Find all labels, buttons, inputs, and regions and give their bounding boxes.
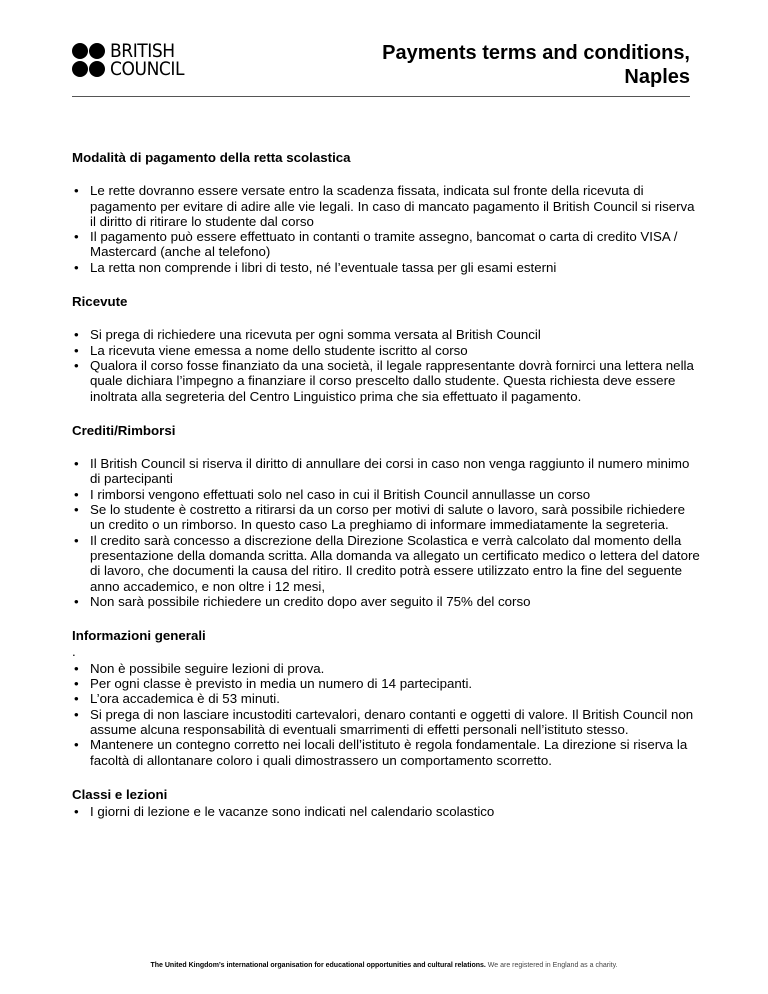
list-item: • La retta non comprende i libri di testo, né l’eventuale tassa per gli esami esterni xyxy=(72,260,702,275)
list-item: • Il credito sarà concesso a discrezione della Direzione Scolastica e verrà calcolato dal momento della presentazione della domanda scritta. Alla domanda va allegato un certificato medico o lettera del datore di lavoro, che documenti la causa del ritiro. Il credito potrà essere utilizzato entro la fine del seguente anno accademico, e non oltre i 12 mesi, xyxy=(72,533,702,594)
footer-charity: We are registered in England as a charity. xyxy=(485,962,618,969)
section-heading: Crediti/Rimborsi xyxy=(72,422,176,438)
logo-line1: BRITISH xyxy=(110,40,175,62)
section-heading: Ricevute xyxy=(72,294,128,310)
list-item: • La ricevuta viene emessa a nome dello studente iscritto al corso xyxy=(72,343,702,358)
stray-period: . xyxy=(72,644,76,660)
header-divider xyxy=(72,96,690,97)
list-item: • Si prega di richiedere una ricevuta per ogni somma versata al British Council xyxy=(72,327,702,342)
section-receipts xyxy=(72,294,702,404)
title-line1: Payments terms and conditions, xyxy=(382,42,690,64)
footer xyxy=(0,962,768,969)
list-item: • Mantenere un contegno corretto nei locali dell’istituto è regola fondamentale. La direzione si riserva la facoltà di allontanare coloro i quali dimostrassero un comportamento scorretto. xyxy=(72,737,702,768)
logo-line2: COUNCIL xyxy=(110,58,185,80)
section-heading: Classi e lezioni xyxy=(72,786,168,802)
logo-dots-icon xyxy=(72,43,105,77)
footer-mission: The United Kingdom’s international organisation for educational opportunities and cultural relations. xyxy=(150,962,486,969)
list-item: • Se lo studente è costretto a ritirarsi da un corso per motivi di salute o lavoro, sarà possibile richiedere un credito o un rimborso. In questo caso La preghiamo di informare immediatamente la segreteria. xyxy=(72,502,702,533)
list-item: • Le rette dovranno essere versate entro la scadenza fissata, indicata sul fronte della ricevuta di pagamento per evitare di adire alle vie legali. In caso di mancato pagamento il British Council si riserva il diritto di ritirare lo studente dal corso xyxy=(72,183,702,229)
list-item: • L’ora accademica è di 53 minuti. xyxy=(72,691,702,706)
section-credits-refunds xyxy=(72,423,702,609)
title-line2: Naples xyxy=(624,66,690,88)
british-council-logo xyxy=(72,42,192,78)
list-item: • Per ogni classe è previsto in media un numero di 14 partecipanti. xyxy=(72,676,702,691)
list-item: • Il British Council si riserva il diritto di annullare dei corsi in caso non venga raggiunto il numero minimo di partecipanti xyxy=(72,456,702,487)
list-item: • Non sarà possibile richiedere un credito dopo aver seguito il 75% del corso xyxy=(72,594,702,609)
list-item: • Il pagamento può essere effettuato in contanti o tramite assegno, bancomat o carta di credito VISA / Mastercard (anche al telefono) xyxy=(72,229,702,260)
section-heading: Modalità di pagamento della retta scolastica xyxy=(72,150,351,165)
section-payment-methods xyxy=(72,150,702,275)
section-classes xyxy=(72,787,702,820)
page-title xyxy=(382,41,690,89)
document-body xyxy=(72,150,702,838)
list-item: • Non è possibile seguire lezioni di prova. xyxy=(72,661,702,676)
list-item: • I giorni di lezione e le vacanze sono indicati nel calendario scolastico xyxy=(72,804,702,819)
list-item: • Qualora il corso fosse finanziato da una società, il legale rappresentante dovrà fornirci una lettera nella quale dichiara l’impegno a finanziare il corso prescelto dallo studente. Questa richiesta deve essere inoltrata alla segreteria del Centro Linguistico prima che sia effettuato il pagamento. xyxy=(72,358,702,404)
section-heading: Informazioni generali xyxy=(72,628,206,644)
list-item: • Si prega di non lasciare incustoditi cartevalori, denaro contanti e oggetti di valore. Il British Council non assume alcuna responsabilità di eventuali smarrimenti di effetti personali nell’istituto stesso. xyxy=(72,707,702,738)
section-general-info xyxy=(72,628,702,768)
list-item: • I rimborsi vengono effettuati solo nel caso in cui il British Council annullasse un corso xyxy=(72,487,702,502)
